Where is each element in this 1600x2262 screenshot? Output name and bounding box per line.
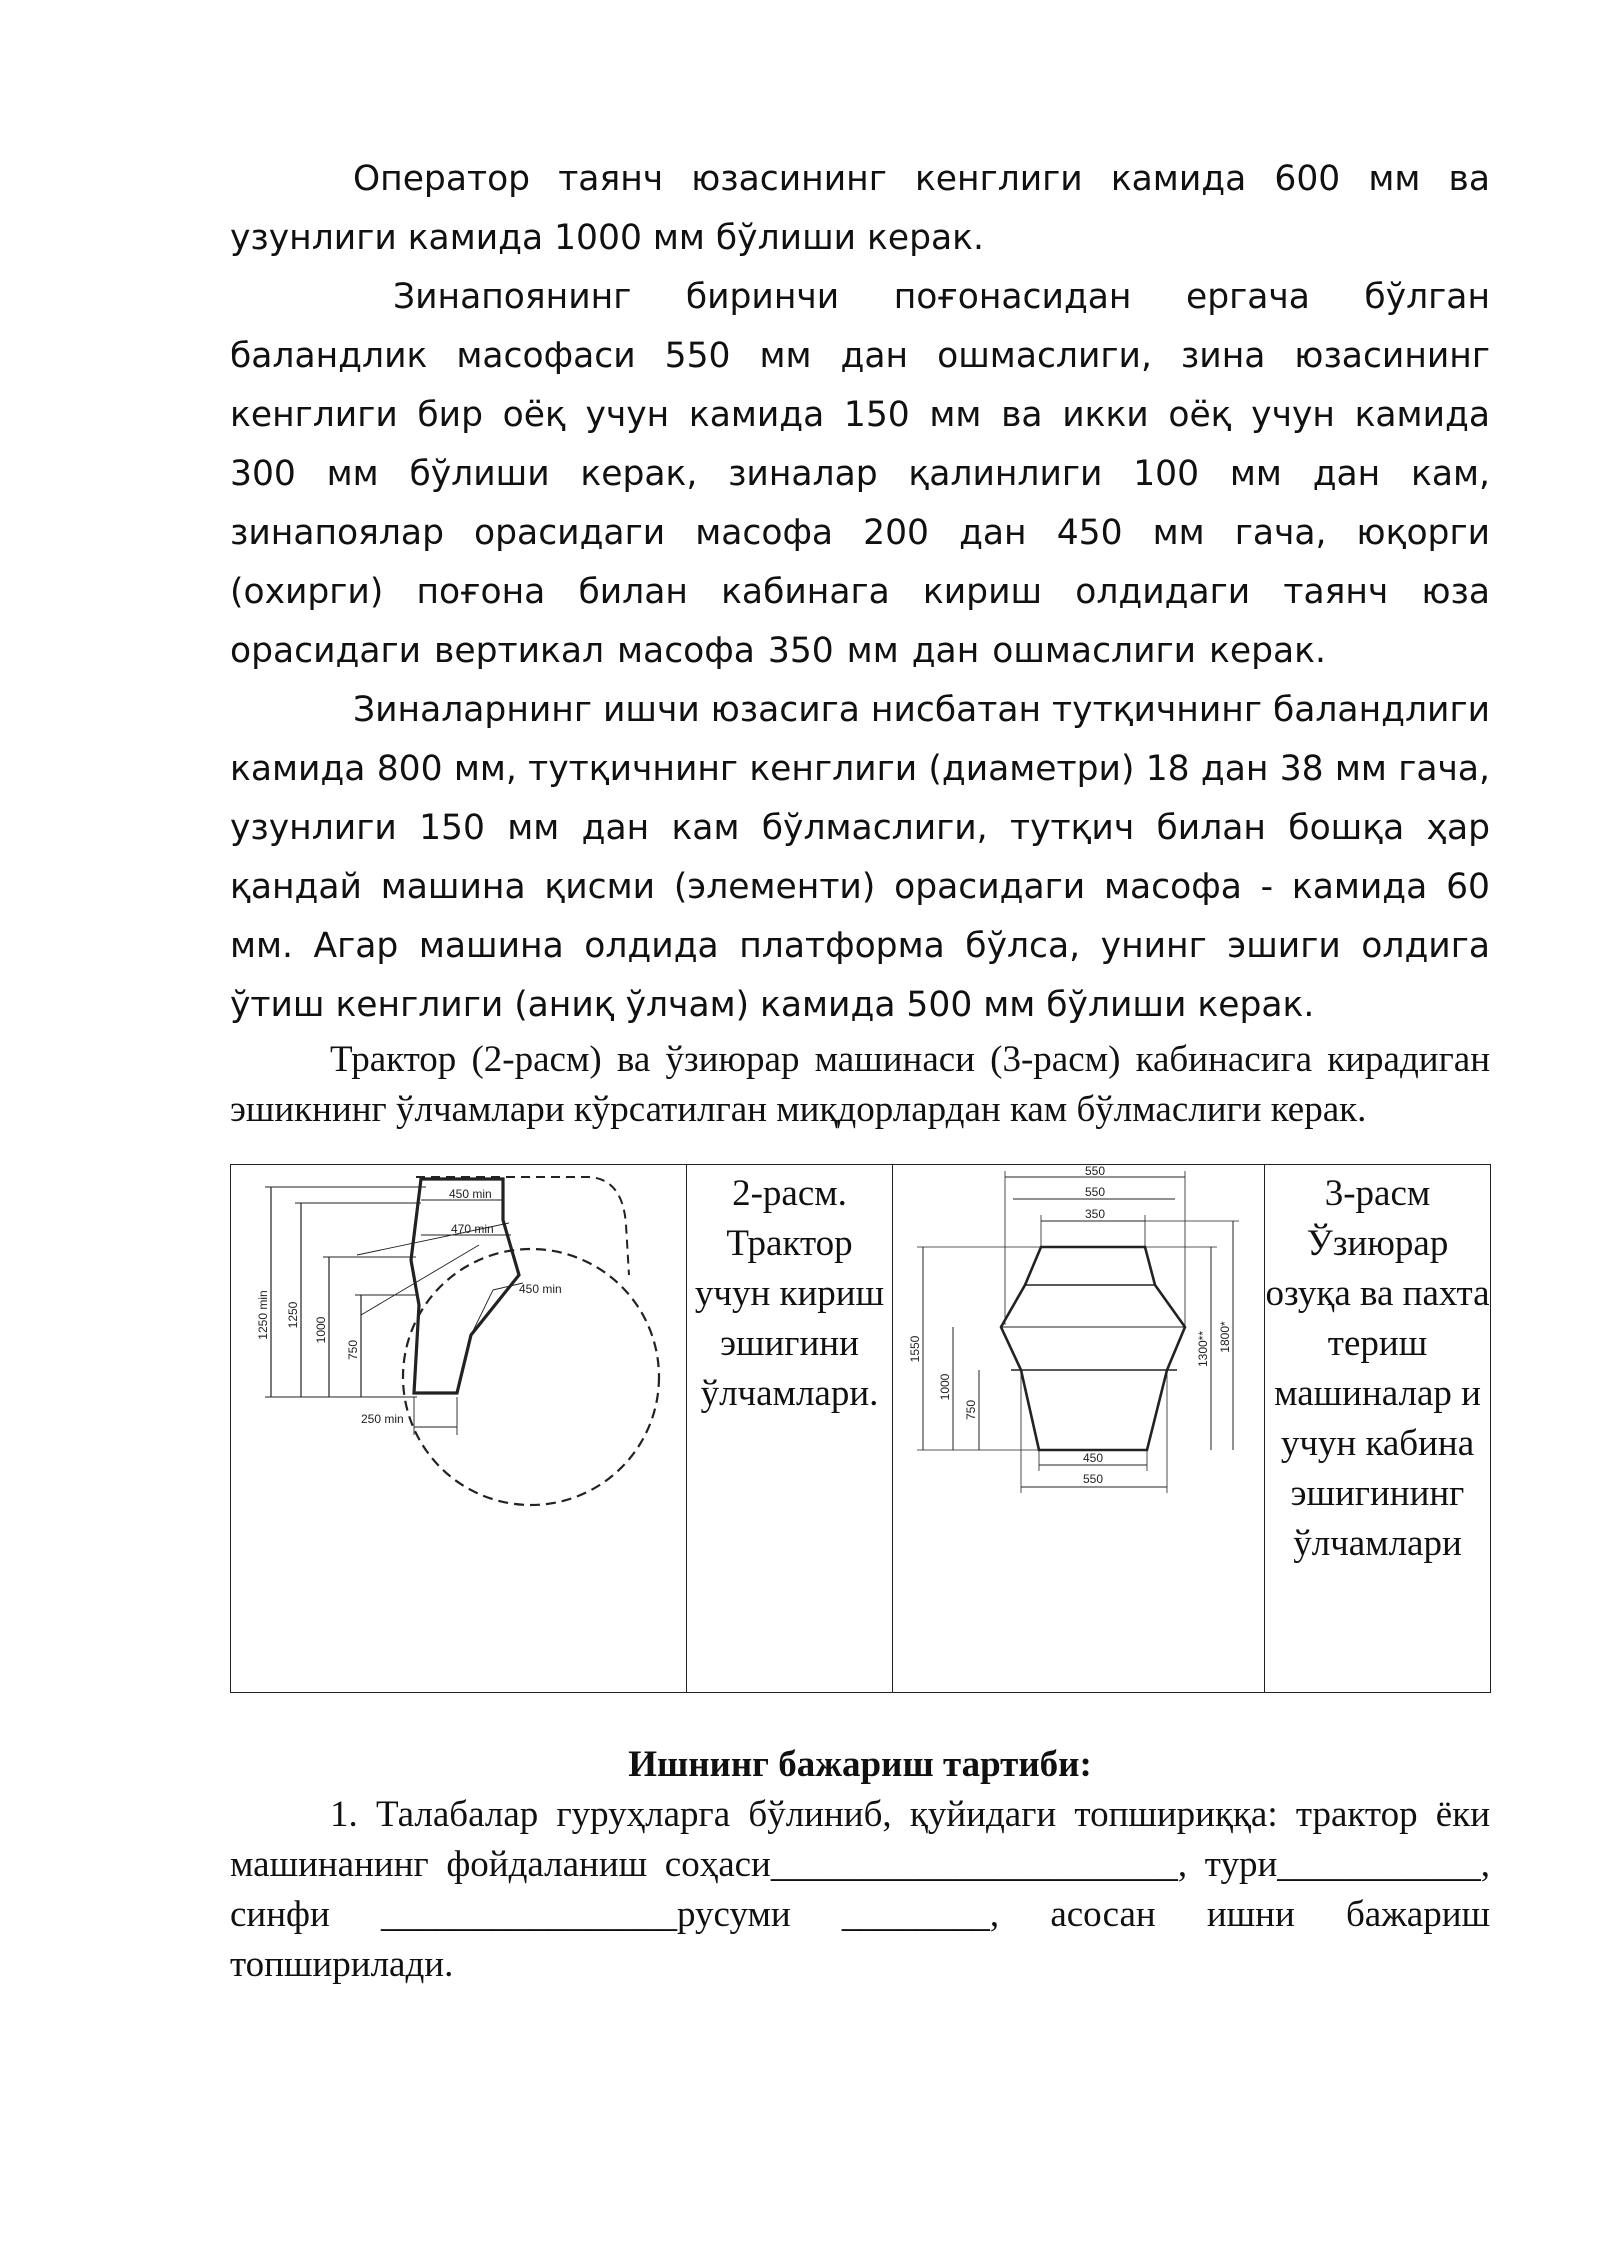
figure-3-caption-cell (1265, 1165, 1491, 1693)
fig3-label-top3: 350 (1084, 1207, 1106, 1221)
fig2-label-h3: 1000 (314, 1316, 328, 1344)
fig2-label-h2: 1250 (286, 1301, 300, 1329)
fig2-label-top: 450 min (449, 1187, 492, 1201)
fig3-label-left1: 1550 (908, 1335, 922, 1363)
figure-3-drawing (893, 1165, 1265, 1693)
fig3-label-bottom1: 450 (1082, 1451, 1104, 1465)
tractor-door-diagram (231, 1165, 687, 1693)
fig3-label-left2: 1000 (938, 1373, 952, 1401)
procedure-task-1: 1. Талабалар гуруҳларга бўлиниб, қуйидаги топшириққа: трактор ёки машинанинг фойдаланиш соҳаси______________________, тури___________, синфи ________________русуми ________, асосан ишни бажариш топширилади. (230, 1794, 1490, 1985)
fig2-label-h1: 1250 min (256, 1290, 270, 1340)
paragraph-handrail: Зиналарнинг ишчи юзасига нисбатан тутқичнинг баландлиги камида 800 мм, тутқичнинг кенглиги (диаметри) 18 дан 38 мм гача, узунлиги 150 мм дан кам бўлмаслиги, тутқич билан бошқа ҳар қандай машина қисми (элементи) орасидаги масофа - камида 60 мм. Агар машина олдида платформа бўлса, унинг эшиги олдига ўтиш кенглиги (аниқ ўлчам) камида 500 мм бўлиши керак. (230, 690, 1490, 1025)
fig3-label-bottom2: 550 (1082, 1472, 1104, 1486)
fig3-label-left3: 750 (964, 1399, 978, 1421)
fig2-label-mid: 470 min (451, 1222, 494, 1236)
fig3-label-right1: 1300** (1196, 1330, 1210, 1368)
fig2-label-bottom: 250 min (361, 1412, 404, 1426)
figure-3-caption: 3-расм Ўзиюрар озуқа ва пахта териш машиналар и учун кабина эшигининг ўлчамлари (1265, 1173, 1490, 1564)
fig2-label-h4: 750 (346, 1339, 360, 1361)
figure-2-drawing (231, 1165, 687, 1693)
fig3-label-top1: 550 (1084, 1165, 1106, 1178)
harvester-door-diagram (893, 1165, 1265, 1693)
fig3-label-right2: 1800* (1218, 1321, 1232, 1353)
figures-table (230, 1164, 1491, 1693)
paragraph-operator-surface: Оператор таянч юзасининг кенглиги камида 600 мм ва узунлиги камида 1000 мм бўлиши керак. (230, 159, 1490, 258)
fig2-label-side: 450 min (519, 1282, 562, 1296)
fig3-label-top2: 550 (1084, 1185, 1106, 1199)
figure-2-caption: 2-расм. Трактор учун кириш эшигини ўлчамлари. (694, 1173, 885, 1414)
procedure-heading: Ишнинг бажариш тартиби: (628, 1744, 1092, 1785)
paragraph-door-dimensions: Трактор (2-расм) ва ўзиюрар машинаси (3-расм) кабинасига кирадиган эшикнинг ўлчамлари кўрсатилган миқдорлардан кам бўлмаслиги керак. (230, 1039, 1490, 1130)
figure-2-caption-cell (687, 1165, 893, 1693)
paragraph-stairs: Зинапоянинг биринчи поғонасидан ергача бўлган баландлик масофаси 550 мм дан ошмаслиги, зина юзасининг кенглиги бир оёқ учун камида 150 мм ва икки оёқ учун камида 300 мм бўлиши керак, зиналар қалинлиги 100 мм дан кам, зинапоялар орасидаги масофа 200 дан 450 мм гача, юқорги (охирги) поғона билан кабинага кириш олдидаги таянч юза орасидаги вертикал масофа 350 мм дан ошмаслиги керак. (230, 277, 1490, 671)
